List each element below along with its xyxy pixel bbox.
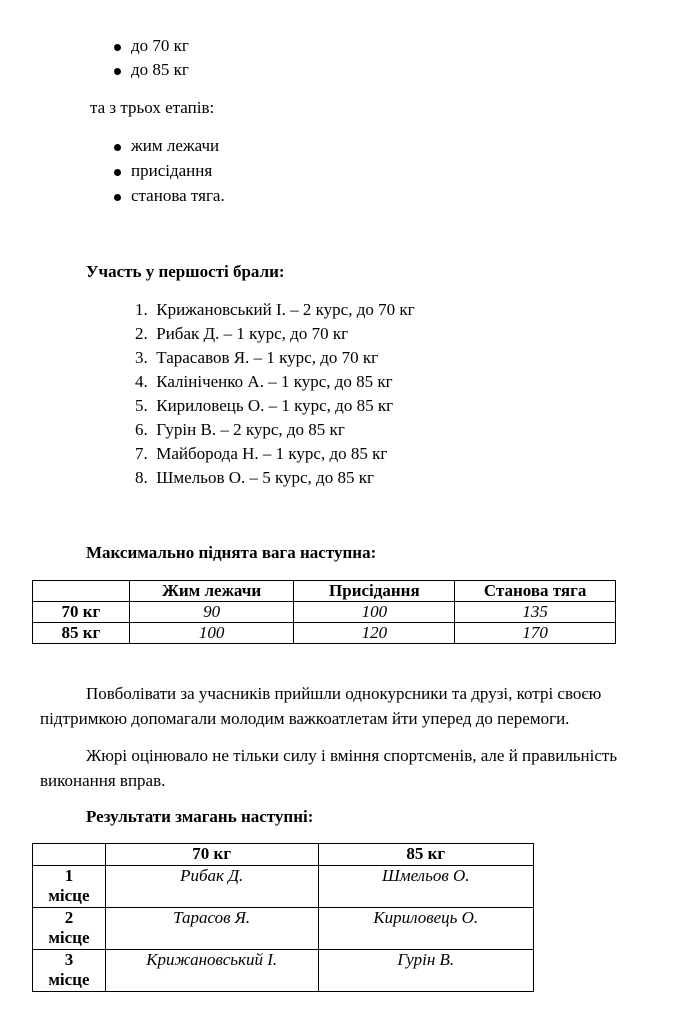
table-cell: 100 (294, 602, 455, 623)
participant-text: Тарасавов Я. – 1 курс, до 70 кг (156, 348, 379, 367)
list-item: 2. Рибак Д. – 1 курс, до 70 кг (135, 324, 349, 343)
place-label (33, 950, 106, 992)
table-cell: 170 (455, 623, 616, 644)
table-cell: Тарасов Я. (105, 908, 318, 950)
participant-text: Калініченко А. – 1 курс, до 85 кг (156, 372, 393, 391)
list-item: 4. Калініченко А. – 1 курс, до 85 кг (135, 372, 393, 391)
list-item: 7. Майборода Н. – 1 курс, до 85 кг (135, 444, 388, 463)
paragraph-line: виконання вправ. (40, 771, 166, 790)
participants-heading: Участь у першості брали: (86, 262, 285, 281)
row-label: 70 кг (33, 602, 130, 623)
list-item: 6. Гурін В. – 2 курс, до 85 кг (135, 420, 345, 439)
bullet-icon (114, 44, 121, 51)
bullet-icon (114, 194, 121, 201)
table-header-cell (33, 581, 130, 602)
list-item: жим лежачи (131, 136, 220, 155)
paragraph-line: підтримкою допомагали молодим важкоатлетам йти уперед до перемоги. (40, 709, 570, 728)
place-word: місце (48, 970, 90, 989)
table-row (33, 908, 534, 950)
place-word: місце (48, 928, 90, 947)
results-heading: Результати змагань наступні: (86, 807, 314, 826)
place-word: місце (48, 886, 90, 905)
place-number: 2 (64, 908, 74, 927)
results-table (32, 843, 534, 992)
table-row (33, 866, 534, 908)
list-item: 8. Шмельов О. – 5 курс, до 85 кг (135, 468, 374, 487)
participant-text: Крижановський І. – 2 курс, до 70 кг (156, 300, 415, 319)
table-header-row (33, 581, 616, 602)
paragraph-line: Повболівати за учасників прийшли однокурсники та друзі, котрі своєю (86, 684, 602, 703)
list-item: до 70 кг (131, 36, 189, 55)
table-header-cell: 70 кг (105, 844, 318, 866)
table-cell: 120 (294, 623, 455, 644)
list-item: до 85 кг (131, 60, 189, 79)
table-cell: 135 (455, 602, 616, 623)
participant-text: Гурін В. – 2 курс, до 85 кг (156, 420, 345, 439)
table-row (33, 950, 534, 992)
table-header-cell: Присідання (294, 581, 455, 602)
table-cell: Шмельов О. (318, 866, 534, 908)
participant-text: Кириловець О. – 1 курс, до 85 кг (156, 396, 394, 415)
participant-text: Майборода Н. – 1 курс, до 85 кг (156, 444, 388, 463)
place-label (33, 866, 106, 908)
table-header-row (33, 844, 534, 866)
table-header-cell: Станова тяга (455, 581, 616, 602)
row-label: 85 кг (33, 623, 130, 644)
max-weight-table (32, 580, 616, 644)
table-cell: Кириловець О. (318, 908, 534, 950)
table-row (33, 623, 616, 644)
list-item: 3. Тарасавов Я. – 1 курс, до 70 кг (135, 348, 379, 367)
place-number: 3 (64, 950, 74, 969)
list-item: 5. Кириловець О. – 1 курс, до 85 кг (135, 396, 394, 415)
bullet-icon (114, 169, 121, 176)
participant-text: Рибак Д. – 1 курс, до 70 кг (156, 324, 349, 343)
place-label (33, 908, 106, 950)
table-cell: Рибак Д. (105, 866, 318, 908)
max-weight-heading: Максимально піднята вага наступна: (86, 543, 377, 562)
table-cell: 100 (129, 623, 294, 644)
stages-intro: та з трьох етапів: (90, 98, 215, 117)
bullet-icon (114, 144, 121, 151)
table-header-cell (33, 844, 106, 866)
table-row (33, 602, 616, 623)
table-header-cell: Жим лежачи (129, 581, 294, 602)
bullet-icon (114, 68, 121, 75)
table-cell: 90 (129, 602, 294, 623)
place-number: 1 (64, 866, 74, 885)
table-header-cell: 85 кг (318, 844, 534, 866)
participant-text: Шмельов О. – 5 курс, до 85 кг (156, 468, 374, 487)
table-cell: Крижановський І. (105, 950, 318, 992)
paragraph-line: Жюрі оцінювало не тільки силу і вміння спортсменів, але й правильність (86, 746, 618, 765)
list-item: станова тяга. (131, 186, 225, 205)
list-item: присідання (131, 161, 213, 180)
list-item: 1. Крижановський І. – 2 курс, до 70 кг (135, 300, 415, 319)
table-cell: Гурін В. (318, 950, 534, 992)
